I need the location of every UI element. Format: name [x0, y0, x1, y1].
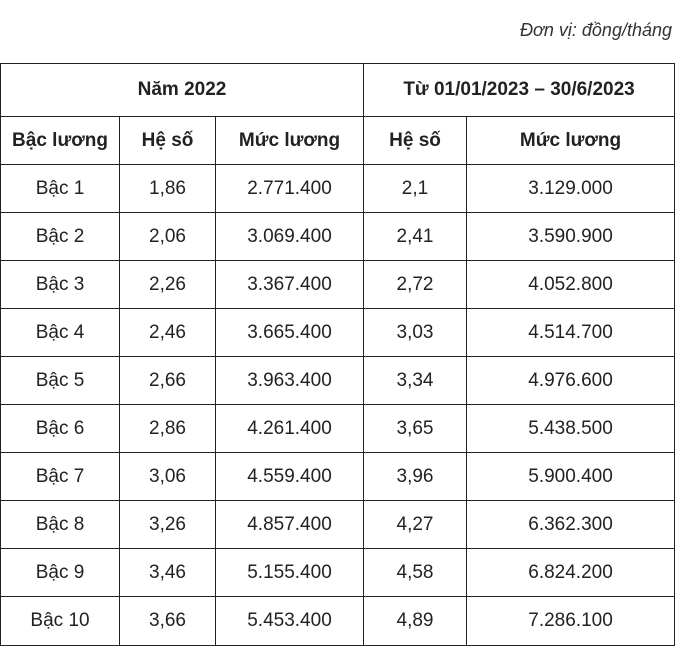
grade-cell: Bậc 6: [1, 405, 120, 453]
coefficient-2022-cell: 2,66: [120, 357, 216, 405]
salary-2023-cell: 6.824.200: [467, 549, 675, 597]
column-header-coefficient-2022: Hệ số: [120, 117, 216, 165]
table-row: [1, 309, 675, 357]
salary-2023-cell: 4.052.800: [467, 261, 675, 309]
salary-2022-cell: 3.963.400: [216, 357, 364, 405]
table-row: [1, 213, 675, 261]
salary-2023-cell: 7.286.100: [467, 597, 675, 646]
coefficient-2022-cell: 3,66: [120, 597, 216, 646]
salary-2022-cell: 3.665.400: [216, 309, 364, 357]
salary-2022-cell: 4.857.400: [216, 501, 364, 549]
coefficient-2022-cell: 3,06: [120, 453, 216, 501]
coefficient-2023-cell: 2,41: [364, 213, 467, 261]
column-header-grade: Bậc lương: [1, 117, 120, 165]
salary-2022-cell: 3.069.400: [216, 213, 364, 261]
salary-2022-cell: 2.771.400: [216, 165, 364, 213]
grade-cell: Bậc 1: [1, 165, 120, 213]
coefficient-2023-cell: 2,72: [364, 261, 467, 309]
table-row: [1, 165, 675, 213]
table-row: [1, 405, 675, 453]
grade-cell: Bậc 9: [1, 549, 120, 597]
grade-cell: Bậc 4: [1, 309, 120, 357]
coefficient-2023-cell: 3,65: [364, 405, 467, 453]
coefficient-2022-cell: 2,86: [120, 405, 216, 453]
coefficient-2023-cell: 3,34: [364, 357, 467, 405]
grade-cell: Bậc 10: [1, 597, 120, 646]
grade-cell: Bậc 2: [1, 213, 120, 261]
column-header-salary-2023: Mức lương: [467, 117, 675, 165]
table-body: [1, 165, 675, 646]
group-header-2023: Từ 01/01/2023 – 30/6/2023: [364, 64, 675, 117]
column-header-coefficient-2023: Hệ số: [364, 117, 467, 165]
group-header-2022: Năm 2022: [1, 64, 364, 117]
coefficient-2023-cell: 3,03: [364, 309, 467, 357]
table-header: [1, 64, 675, 165]
salary-2023-cell: 6.362.300: [467, 501, 675, 549]
coefficient-2022-cell: 2,26: [120, 261, 216, 309]
salary-2023-cell: 4.976.600: [467, 357, 675, 405]
table-row: [1, 597, 675, 646]
coefficient-2023-cell: 4,89: [364, 597, 467, 646]
salary-2023-cell: 5.900.400: [467, 453, 675, 501]
coefficient-2022-cell: 1,86: [120, 165, 216, 213]
salary-2022-cell: 5.453.400: [216, 597, 364, 646]
grade-cell: Bậc 8: [1, 501, 120, 549]
column-header-salary-2022: Mức lương: [216, 117, 364, 165]
column-header-row: [1, 117, 675, 165]
coefficient-2023-cell: 3,96: [364, 453, 467, 501]
table-row: [1, 261, 675, 309]
salary-2023-cell: 3.129.000: [467, 165, 675, 213]
salary-2022-cell: 3.367.400: [216, 261, 364, 309]
unit-note: Đơn vị: đồng/tháng: [520, 20, 672, 40]
salary-2023-cell: 4.514.700: [467, 309, 675, 357]
table-row: [1, 357, 675, 405]
coefficient-2023-cell: 4,58: [364, 549, 467, 597]
grade-cell: Bậc 3: [1, 261, 120, 309]
salary-2023-cell: 3.590.900: [467, 213, 675, 261]
coefficient-2023-cell: 2,1: [364, 165, 467, 213]
salary-2023-cell: 5.438.500: [467, 405, 675, 453]
salary-table: [0, 63, 675, 646]
table-row: [1, 453, 675, 501]
group-header-row: [1, 64, 675, 117]
coefficient-2022-cell: 2,06: [120, 213, 216, 261]
coefficient-2022-cell: 3,46: [120, 549, 216, 597]
coefficient-2023-cell: 4,27: [364, 501, 467, 549]
table-row: [1, 549, 675, 597]
grade-cell: Bậc 7: [1, 453, 120, 501]
table-row: [1, 501, 675, 549]
coefficient-2022-cell: 2,46: [120, 309, 216, 357]
grade-cell: Bậc 5: [1, 357, 120, 405]
coefficient-2022-cell: 3,26: [120, 501, 216, 549]
salary-2022-cell: 4.261.400: [216, 405, 364, 453]
salary-2022-cell: 5.155.400: [216, 549, 364, 597]
salary-2022-cell: 4.559.400: [216, 453, 364, 501]
